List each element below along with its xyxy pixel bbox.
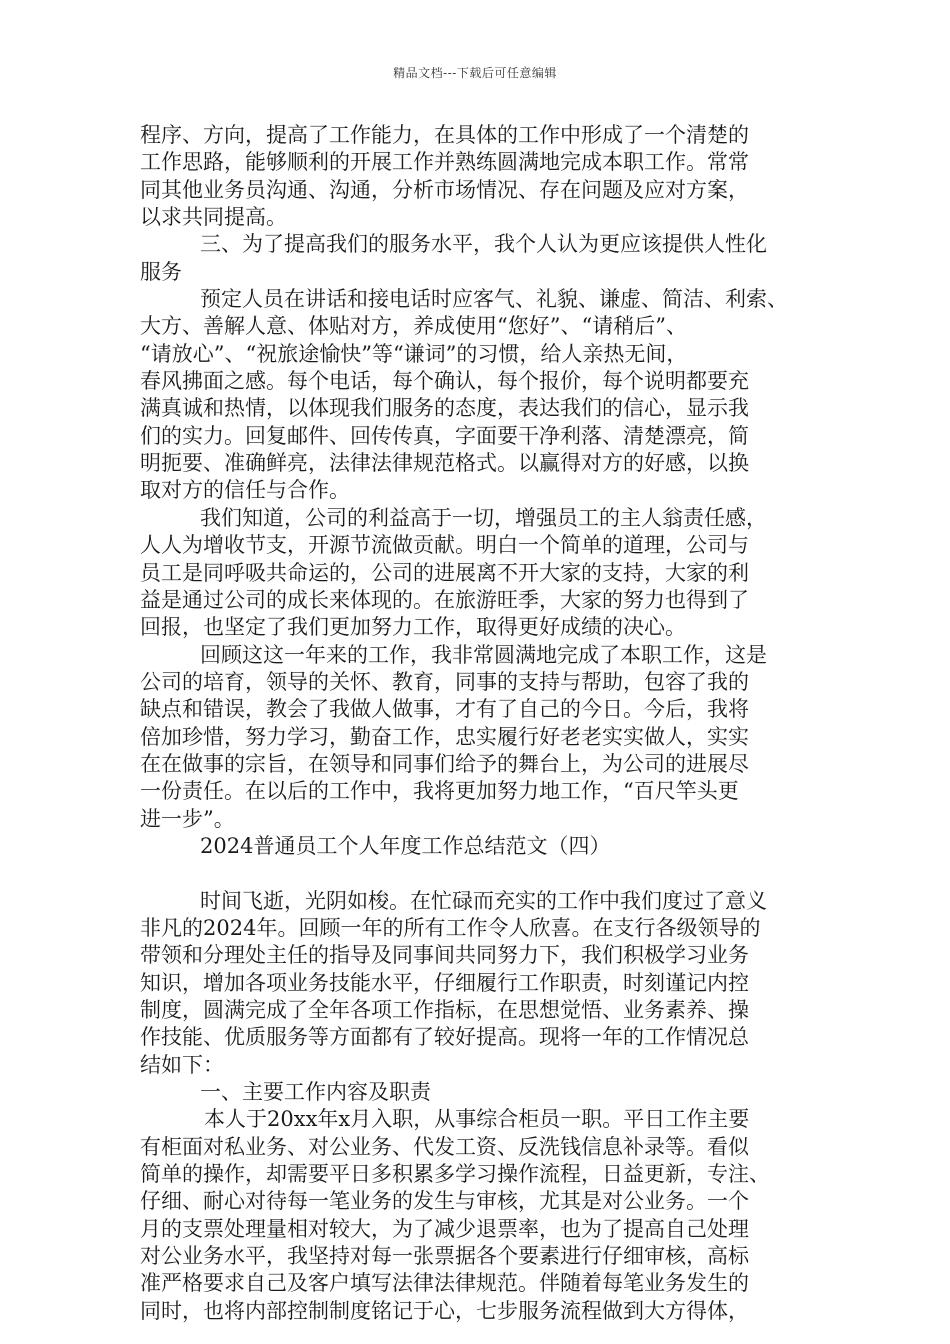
text-line: 非凡的2024年。回顾一年的所有工作令人欣喜。在支行各级领导的 — [140, 915, 761, 940]
text-line: 们的实力。回复邮件、回传传真，字面要干净利落、清楚漂亮，简 — [140, 423, 749, 448]
text-line: 一份责任。在以后的工作中，我将更加努力地工作，“百尺竿头更 — [140, 779, 739, 804]
text-line: 缺点和错误，教会了我做人做事，才有了自己的今日。今后，我将 — [140, 697, 749, 722]
text-line: “请放心”、“祝旅途愉快”等“谦词”的习惯，给人亲热无间， — [140, 341, 688, 366]
text-line: 益是通过公司的成长来体现的。在旅游旺季，大家的努力也得到了 — [140, 587, 749, 612]
text-line: 取对方的信任与合作。 — [140, 478, 350, 503]
text-line: 制度，圆满完成了全年各项工作指标，在思想觉悟、业务素养、操 — [140, 998, 749, 1022]
text-line: 在在做事的宗旨，在领导和同事们给予的舞台上，为公司的进展尽 — [140, 751, 749, 776]
blank-line — [140, 860, 815, 887]
text-line: 带领和分理处主任的指导及同事间共同努力下，我们积极学习业务 — [140, 943, 749, 968]
text-line: 有柜面对私业务、对公业务、代发工资、反洗钱信息补录等。看似 — [140, 1134, 749, 1159]
text-line: 员工是同呼吸共命运的，公司的进展离不开大家的支持，大家的利 — [140, 560, 749, 585]
paragraph-start: 回顾这这一年来的工作，我非常圆满地完成了本职工作，这是 — [200, 642, 767, 667]
text-line: 明扼要、准确鲜亮，法律法律规范格式。以赢得对方的好感，以换 — [140, 451, 749, 476]
text-line: 进一步”。 — [140, 806, 235, 831]
text-line: 工作思路，能够顺利的开展工作并熟练圆满地完成本职工作。常常 — [140, 150, 749, 175]
paragraph-start: 我们知道，公司的利益高于一切，增强员工的主人翁责任感， — [200, 505, 767, 530]
paragraph-start: 本人于20xx年x月入职，从事综合柜员一职。平日工作主要 — [204, 1107, 750, 1132]
text-line: 春风拂面之感。每个电话，每个确认，每个报价，每个说明都要充 — [140, 369, 749, 394]
text-line: 大方、善解人意、体贴对方，养成使用“您好”、“请稍后”、 — [140, 314, 687, 339]
document-title: 2024普通员工个人年度工作总结范文（四） — [200, 833, 611, 858]
text-line: 倍加珍惜，努力学习，勤奋工作，忠实履行好老老实实做人，实实 — [140, 724, 749, 749]
text-line: 仔细、耐心对待每一笔业务的发生与审核，尤其是对公业务。一个 — [140, 1189, 749, 1214]
text-line: 同时，也将内部控制制度铭记于心，七步服务流程做到大方得体， — [140, 1298, 749, 1323]
text-line: 程序、方向，提高了工作能力，在具体的工作中形成了一个清楚的 — [140, 123, 749, 147]
text-line: 月的支票处理量相对较大，为了减少退票率，也为了提高自己处理 — [140, 1216, 749, 1241]
text-line: 回报，也坚定了我们更加努力工作，取得更好成绩的决心。 — [140, 615, 686, 640]
text-line: 简单的操作，却需要平日多积累多学习操作流程，日益更新，专注、 — [140, 1162, 770, 1187]
text-line: 公司的培育，领导的关怀、教育，同事的支持与帮助，包容了我的 — [140, 669, 749, 694]
text-line: 人人为增收节支，开源节流做贡献。明白一个简单的道理，公司与 — [140, 533, 749, 558]
page-header: 精品文档---下载后可任意编辑 — [393, 66, 557, 80]
text-line: 同其他业务员沟通、沟通，分析市场情况、存在问题及应对方案， — [140, 177, 749, 202]
section-heading: 一、主要工作内容及职责 — [200, 1080, 431, 1105]
section-heading: 三、为了提高我们的服务水平，我个人认为更应该提供人性化 — [200, 232, 767, 257]
paragraph-start: 时间飞逝，光阴如梭。在忙碌而充实的工作中我们度过了意义 — [200, 888, 767, 913]
text-line: 作技能、优质服务等方面都有了较好提高。现将一年的工作情况总 — [140, 1025, 749, 1050]
paragraph-start: 预定人员在讲话和接电话时应客气、礼貌、谦虚、简洁、利索、 — [200, 287, 788, 312]
text-line: 服务 — [140, 259, 182, 284]
text-line: 对公业务水平，我坚持对每一张票据各个要素进行仔细审核，高标 — [140, 1244, 749, 1269]
text-line: 准严格要求自己及客户填写法律法律规范。伴随着每笔业务发生的 — [140, 1271, 749, 1296]
text-line: 以求共同提高。 — [140, 205, 287, 230]
text-line: 知识，增加各项业务技能水平，仔细履行工作职责，时刻谨记内控 — [140, 970, 749, 995]
text-line: 结如下： — [140, 1052, 224, 1077]
document-body — [140, 122, 815, 1325]
text-line: 满真诚和热情，以体现我们服务的态度，表达我们的信心，显示我 — [140, 396, 749, 421]
